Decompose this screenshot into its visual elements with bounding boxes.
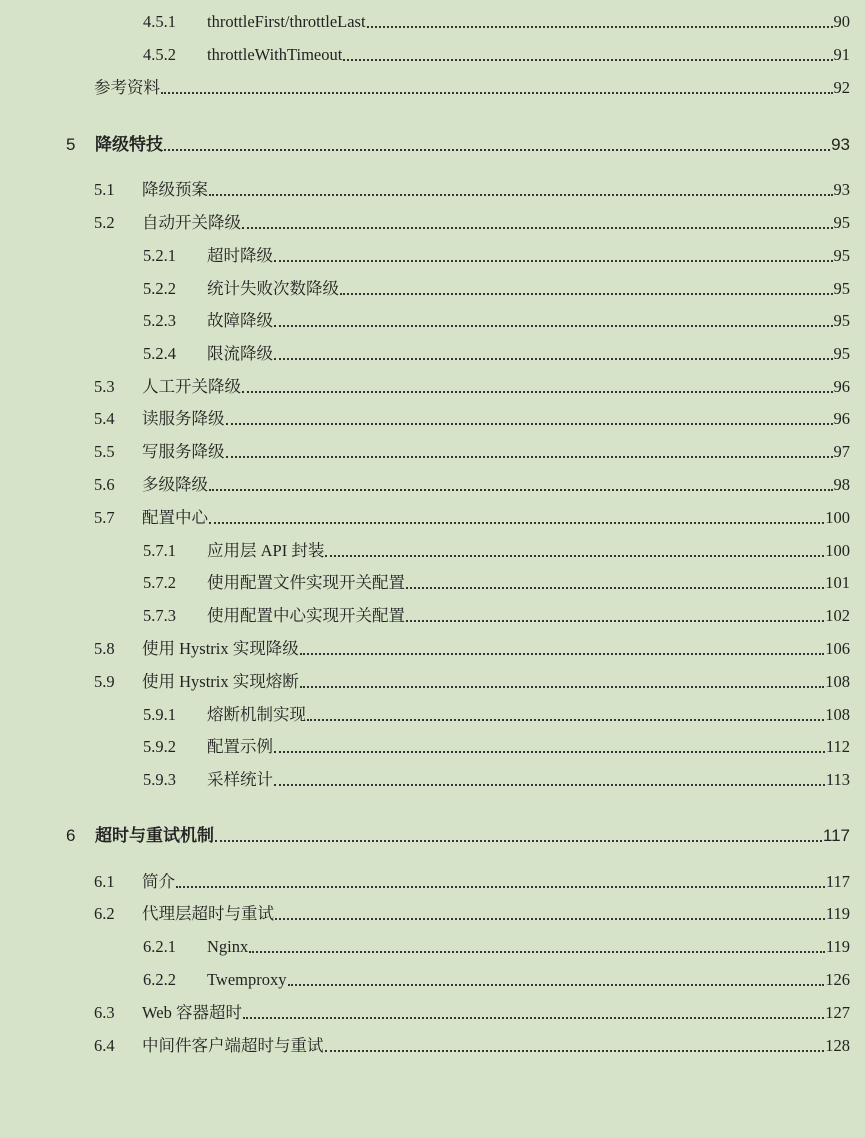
dot-leader	[249, 951, 825, 953]
toc-page-number: 93	[831, 135, 850, 154]
toc-page-number: 112	[825, 737, 850, 756]
toc-title: 参考资料	[94, 78, 160, 97]
toc-entry-row	[143, 733, 850, 757]
toc-page-number: 102	[825, 606, 850, 625]
dot-leader	[226, 456, 833, 458]
toc-title: 使用配置文件实现开关配置	[207, 573, 405, 592]
toc-title: 统计失败次数降级	[207, 279, 339, 298]
toc-number: 5.5	[94, 442, 115, 461]
dot-leader	[209, 489, 833, 491]
toc-page-number: 98	[833, 475, 850, 494]
dot-leader	[243, 1017, 824, 1019]
toc-entry-row	[94, 373, 850, 397]
toc-entry-row	[94, 504, 850, 528]
dot-leader	[343, 59, 832, 61]
dot-leader	[176, 886, 825, 888]
toc-title: 多级降级	[142, 475, 208, 494]
dot-leader	[406, 587, 824, 589]
toc-page-number: 100	[825, 541, 850, 560]
toc-number: 6.4	[94, 1036, 115, 1055]
toc-page-number: 119	[825, 937, 850, 956]
dot-leader	[209, 194, 833, 196]
dot-leader	[367, 26, 833, 28]
toc-page-number: 119	[825, 904, 850, 923]
dot-leader	[406, 620, 824, 622]
toc-title: 使用 Hystrix 实现熔断	[142, 672, 299, 691]
toc-page-number: 113	[825, 770, 850, 789]
toc-entry-row	[94, 176, 850, 200]
toc-page-number: 108	[825, 672, 850, 691]
toc-entry-row	[143, 537, 850, 561]
toc-number: 5.9.1	[143, 705, 176, 724]
toc-number: 6.2.2	[143, 970, 176, 989]
toc-entry-row	[143, 275, 850, 299]
toc-title: 使用 Hystrix 实现降级	[142, 639, 299, 658]
toc-title: 超时降级	[207, 246, 273, 265]
toc-number: 5.9.2	[143, 737, 176, 756]
toc-chapter-row	[66, 131, 850, 155]
toc-entry-row	[143, 569, 850, 593]
dot-leader	[242, 391, 833, 393]
toc-title: 写服务降级	[142, 442, 225, 461]
toc-title: 降级预案	[142, 180, 208, 199]
toc-title: throttleWithTimeout	[207, 45, 343, 64]
toc-chapter-row	[66, 822, 850, 846]
toc-page-number: 95	[833, 279, 850, 298]
toc-number: 5.3	[94, 377, 115, 396]
toc-entry-row	[94, 668, 850, 692]
toc-page-number: 100	[825, 508, 850, 527]
toc-page-number: 95	[833, 246, 850, 265]
toc-entry-row	[94, 74, 850, 98]
toc-entry-row	[94, 209, 850, 233]
toc-title: Nginx	[207, 937, 249, 956]
toc-number: 5.2	[94, 213, 115, 232]
toc-title: 代理层超时与重试	[142, 904, 274, 923]
toc-title: 使用配置中心实现开关配置	[207, 606, 405, 625]
dot-leader	[300, 653, 825, 655]
toc-page-number: 117	[822, 826, 850, 845]
toc-number: 5.2.4	[143, 344, 176, 363]
toc-entry-row	[143, 340, 850, 364]
toc-page-number: 97	[833, 442, 850, 461]
toc-page-number: 96	[833, 377, 850, 396]
toc-page-number: 128	[825, 1036, 850, 1055]
toc-title: Twemproxy	[207, 970, 287, 989]
toc-number: 6.2.1	[143, 937, 176, 956]
toc-entry-row	[94, 900, 850, 924]
dot-leader	[215, 840, 822, 842]
toc-title: 简介	[142, 872, 175, 891]
toc-page-number: 90	[833, 12, 850, 31]
toc-page-number: 92	[833, 78, 850, 97]
toc-entry-row	[94, 405, 850, 429]
toc-number: 5.2.1	[143, 246, 176, 265]
toc-title: 限流降级	[207, 344, 273, 363]
dot-leader	[275, 918, 825, 920]
dot-leader	[300, 686, 825, 688]
toc-title: 人工开关降级	[142, 377, 241, 396]
toc-entry-row	[94, 471, 850, 495]
toc-page-number: 106	[825, 639, 850, 658]
toc-entry-row	[94, 999, 850, 1023]
toc-number: 5.1	[94, 180, 115, 199]
dot-leader	[288, 984, 825, 986]
toc-entry-row	[143, 8, 850, 32]
toc-number: 5.9.3	[143, 770, 176, 789]
dot-leader	[325, 1050, 825, 1052]
toc-title: 配置示例	[207, 737, 273, 756]
toc-title: throttleFirst/throttleLast	[207, 12, 366, 31]
toc-number: 5.9	[94, 672, 115, 691]
toc-number: 5.6	[94, 475, 115, 494]
toc-entry-row	[143, 766, 850, 790]
dot-leader	[274, 325, 833, 327]
toc-number: 5.7.3	[143, 606, 176, 625]
toc-number: 5.2.2	[143, 279, 176, 298]
toc-title: 自动开关降级	[142, 213, 241, 232]
toc-entry-row	[143, 242, 850, 266]
toc-title: 采样统计	[207, 770, 273, 789]
dot-leader	[340, 293, 833, 295]
dot-leader	[209, 522, 824, 524]
toc-entry-row	[143, 933, 850, 957]
toc-entry-row	[143, 307, 850, 331]
toc-title: 应用层 API 封装	[207, 541, 325, 560]
toc-number: 5.7.2	[143, 573, 176, 592]
toc-number: 5.4	[94, 409, 115, 428]
dot-leader	[274, 751, 825, 753]
toc-entry-row	[143, 701, 850, 725]
toc-page-number: 96	[833, 409, 850, 428]
toc-number: 5.7	[94, 508, 115, 527]
toc-page-number: 127	[825, 1003, 850, 1022]
toc-number: 5.2.3	[143, 311, 176, 330]
toc-number: 5.8	[94, 639, 115, 658]
toc-entry-row	[143, 966, 850, 990]
toc-entry-row	[94, 438, 850, 462]
toc-title: 降级特技	[95, 135, 163, 154]
dot-leader	[242, 227, 833, 229]
toc-number: 6.1	[94, 872, 115, 891]
toc-number: 6.3	[94, 1003, 115, 1022]
toc-number: 5.7.1	[143, 541, 176, 560]
dot-leader	[164, 149, 830, 151]
toc-number: 4.5.1	[143, 12, 176, 31]
dot-leader	[325, 555, 824, 557]
dot-leader	[274, 260, 833, 262]
toc-number: 6.2	[94, 904, 115, 923]
toc-page-number: 117	[825, 872, 850, 891]
toc-entry-row	[94, 1032, 850, 1056]
dot-leader	[307, 719, 824, 721]
toc-number: 4.5.2	[143, 45, 176, 64]
toc-page-number: 126	[825, 970, 850, 989]
toc-title: 超时与重试机制	[95, 826, 214, 845]
toc-page-number: 95	[833, 311, 850, 330]
dot-leader	[274, 784, 825, 786]
dot-leader	[274, 358, 833, 360]
toc-entry-row	[143, 41, 850, 65]
dot-leader	[226, 423, 833, 425]
toc-title: 故障降级	[207, 311, 273, 330]
toc-page-number: 91	[833, 45, 850, 64]
toc-title: 中间件客户端超时与重试	[142, 1036, 324, 1055]
toc-number: 6	[66, 826, 76, 845]
toc-page-number: 95	[833, 344, 850, 363]
toc-entry-row	[94, 868, 850, 892]
toc-page-number: 95	[833, 213, 850, 232]
toc-entry-row	[94, 635, 850, 659]
dot-leader	[161, 92, 833, 94]
toc-title: 配置中心	[142, 508, 208, 527]
toc-page-number: 93	[833, 180, 850, 199]
toc-number: 5	[66, 135, 76, 154]
toc-page-number: 101	[825, 573, 850, 592]
toc-title: Web 容器超时	[142, 1003, 242, 1022]
toc-page-number: 108	[825, 705, 850, 724]
toc-title: 读服务降级	[142, 409, 225, 428]
toc-entry-row	[143, 602, 850, 626]
toc-title: 熔断机制实现	[207, 705, 306, 724]
